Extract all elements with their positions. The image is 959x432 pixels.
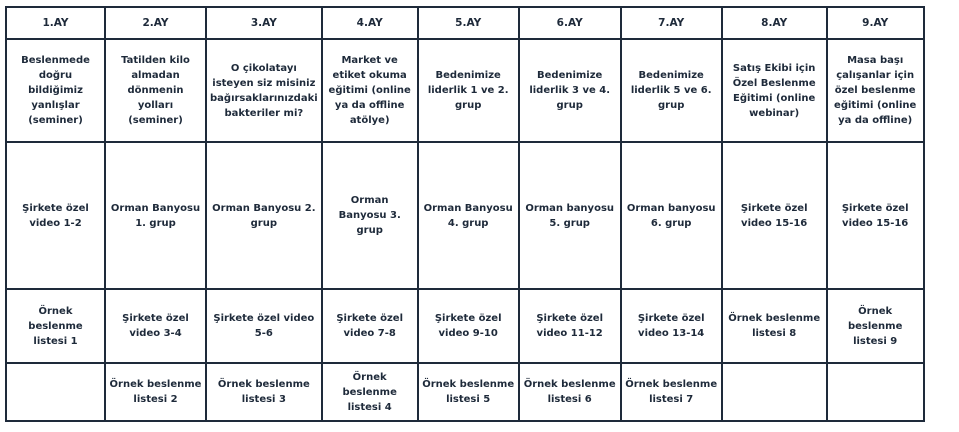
table-cell: Şirkete özel video 3-4 xyxy=(105,289,206,363)
table-cell: Şirkete özel video 9-10 xyxy=(418,289,519,363)
table-cell: Orman Banyosu 3. grup xyxy=(322,142,418,289)
table-row xyxy=(6,363,924,421)
table-row xyxy=(6,39,924,142)
month-header: 2.AY xyxy=(105,7,206,39)
table-cell xyxy=(827,363,924,421)
table-cell: Satış Ekibi için Özel Beslenme Eğitimi (online webinar) xyxy=(722,39,827,142)
table-cell: Şirkete özel video 1-2 xyxy=(6,142,105,289)
table-cell: Örnek beslenme listesi 7 xyxy=(621,363,722,421)
table-cell: Orman banyosu 6. grup xyxy=(621,142,722,289)
table-cell: O çikolatayı isteyen siz misiniz bağırsaklarınızdaki bakteriler mi? xyxy=(206,39,322,142)
month-header: 3.AY xyxy=(206,7,322,39)
table-cell: Tatilden kilo almadan dönmenin yolları (seminer) xyxy=(105,39,206,142)
month-header: 6.AY xyxy=(519,7,621,39)
table-cell: Market ve etiket okuma eğitimi (online ya da offline atölye) xyxy=(322,39,418,142)
table-cell: Masa başı çalışanlar için özel beslenme eğitimi (online ya da offline) xyxy=(827,39,924,142)
table-cell: Orman Banyosu 2. grup xyxy=(206,142,322,289)
month-header: 9.AY xyxy=(827,7,924,39)
table-cell: Şirkete özel video 7-8 xyxy=(322,289,418,363)
table-cell: Orman Banyosu 4. grup xyxy=(418,142,519,289)
table-cell: Örnek beslenme listesi 2 xyxy=(105,363,206,421)
table-cell: Örnek beslenme listesi 3 xyxy=(206,363,322,421)
schedule-table xyxy=(5,6,925,422)
table-row xyxy=(6,142,924,289)
table-cell: Orman Banyosu 1. grup xyxy=(105,142,206,289)
table-cell: Bedenimize liderlik 5 ve 6. grup xyxy=(621,39,722,142)
table-cell: Şirkete özel video 13-14 xyxy=(621,289,722,363)
month-header: 8.AY xyxy=(722,7,827,39)
table-cell: Şirkete özel video 11-12 xyxy=(519,289,621,363)
table-cell: Örnek beslenme listesi 8 xyxy=(722,289,827,363)
header-row xyxy=(6,7,924,39)
table-cell: Orman banyosu 5. grup xyxy=(519,142,621,289)
table-cell: Şirkete özel video 5-6 xyxy=(206,289,322,363)
month-header: 7.AY xyxy=(621,7,722,39)
table-cell: Örnek beslenme listesi 5 xyxy=(418,363,519,421)
table-cell: Bedenimize liderlik 1 ve 2. grup xyxy=(418,39,519,142)
table-cell: Örnek beslenme listesi 9 xyxy=(827,289,924,363)
table-cell: Örnek beslenme listesi 1 xyxy=(6,289,105,363)
table-cell: Şirkete özel video 15-16 xyxy=(827,142,924,289)
table-cell xyxy=(722,363,827,421)
table-cell xyxy=(6,363,105,421)
table-row xyxy=(6,289,924,363)
month-header: 5.AY xyxy=(418,7,519,39)
table-cell: Beslenmede doğru bildiğimiz yanlışlar (seminer) xyxy=(6,39,105,142)
table-cell: Örnek beslenme listesi 6 xyxy=(519,363,621,421)
table-cell: Bedenimize liderlik 3 ve 4. grup xyxy=(519,39,621,142)
table-cell: Örnek beslenme listesi 4 xyxy=(322,363,418,421)
month-header: 1.AY xyxy=(6,7,105,39)
month-header: 4.AY xyxy=(322,7,418,39)
table-cell: Şirkete özel video 15-16 xyxy=(722,142,827,289)
